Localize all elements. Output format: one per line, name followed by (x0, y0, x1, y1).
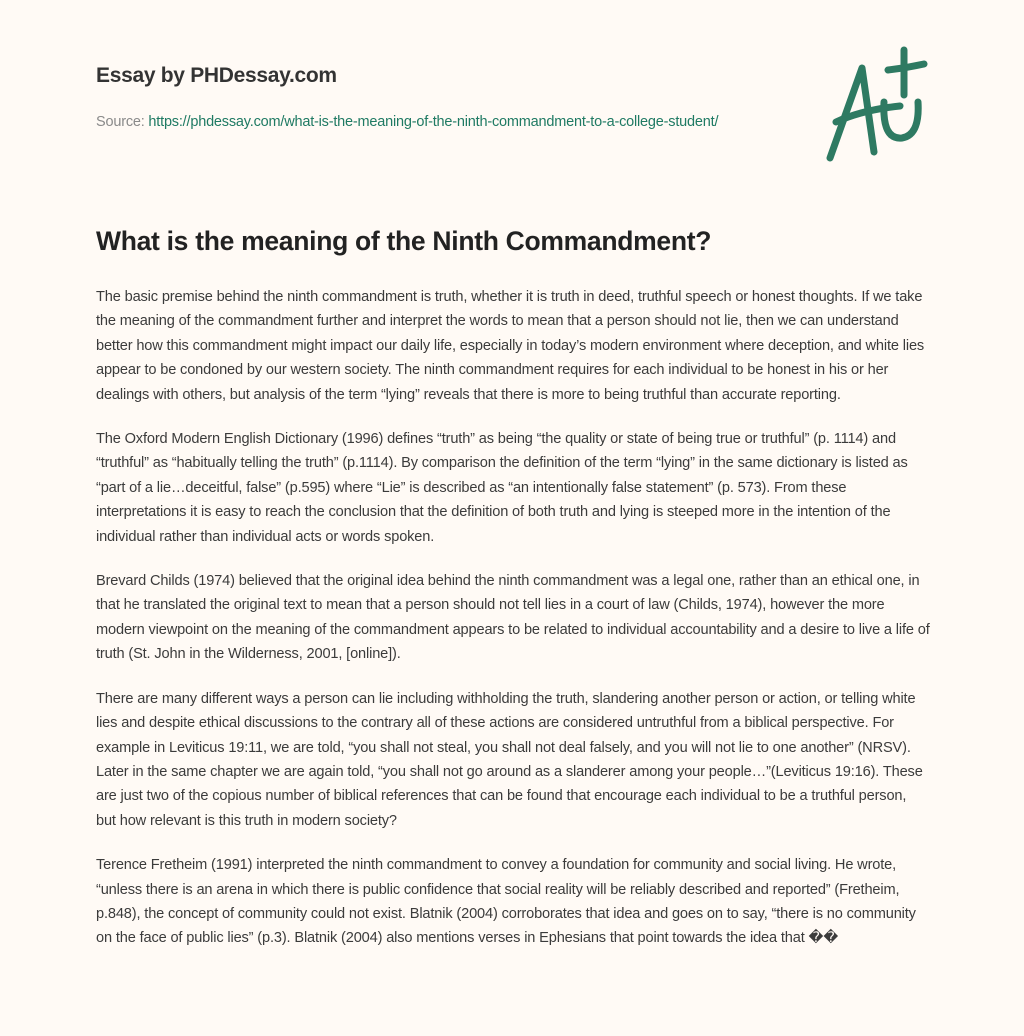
source-label: Source: (96, 114, 145, 130)
a-plus-logo (822, 40, 932, 165)
paragraph: Terence Fretheim (1991) interpreted the ninth commandment to convey a foundation for community and social living. He wrote, “unless there is an arena in which there is public confidence that social reality will be reliably described and reported” (Fretheim, p.848), the concept of community could not exist. Blatnik (2004) corroborates that idea and goes on to say, “there is no community on the face of public lies” (p.3). Blatnik (2004) also mentions verses in Ephesians that point towards the idea that �� (96, 857, 916, 947)
paragraph: There are many different ways a person can lie including withholding the truth, slandering another person or action, or telling white lies and despite ethical discussions to the contrary all of these actions are considered untruthful from a biblical perspective. For example in Leviticus 19:11, we are told, “you shall not steal, you shall not deal falsely, and you will not lie to one another” (NRSV). Later in the same chapter we are again told, “you shall not go around as a slanderer among your people…”(Leviticus 19:16). These are just two of the copious number of biblical references that can be found that encourage each individual to be a truthful person, but how relevant is this truth in modern society? (96, 690, 923, 829)
source-line (96, 111, 736, 134)
article-title: What is the meaning of the Ninth Commandment? (96, 226, 712, 256)
paragraph: The Oxford Modern English Dictionary (1996) defines “truth” as being “the quality or state of being true or truthful” (p. 1114) and “truthful” as “habitually telling the truth” (p.1114). By comparison the definition of the term “lying” in the same dictionary is listed as “part of a lie…deceitful, false” (p.595) where “Lie” is described as “an intentionally false statement” (p. 573). From these interpretations it is easy to reach the conclusion that the definition of both truth and lying is steeped more in the intention of the individual rather than individual acts or words spoken. (96, 431, 908, 545)
article-body (96, 285, 930, 971)
paragraph: Brevard Childs (1974) believed that the original idea behind the ninth commandment was a legal one, rather than an ethical one, in that he translated the original text to mean that a person should not tell lies in a court of law (Childs, 1974), however the more modern viewpoint on the meaning of the commandment appears to be related to individual accountability and a desire to live a life of truth (St. John in the Wilderness, 2001, [online]). (96, 573, 930, 663)
site-title: Essay by PHDessay.com (96, 64, 337, 87)
paragraph: The basic premise behind the ninth commandment is truth, whether it is truth in deed, truthful speech or honest thoughts. If we take the meaning of the commandment further and interpret the words to mean that a person should not lie, then we can understand better how this commandment might impact our daily life, especially in today’s modern environment where deception, and white lies appear to be condoned by our western society. The ninth commandment requires for each individual to be honest in his or her dealings with others, but analysis of the term “lying” reveals that there is more to being truthful than accurate reporting. (96, 289, 925, 403)
source-link[interactable]: https://phdessay.com/what-is-the-meaning-of-the-ninth-commandment-to-a-college-student/ (148, 114, 719, 130)
